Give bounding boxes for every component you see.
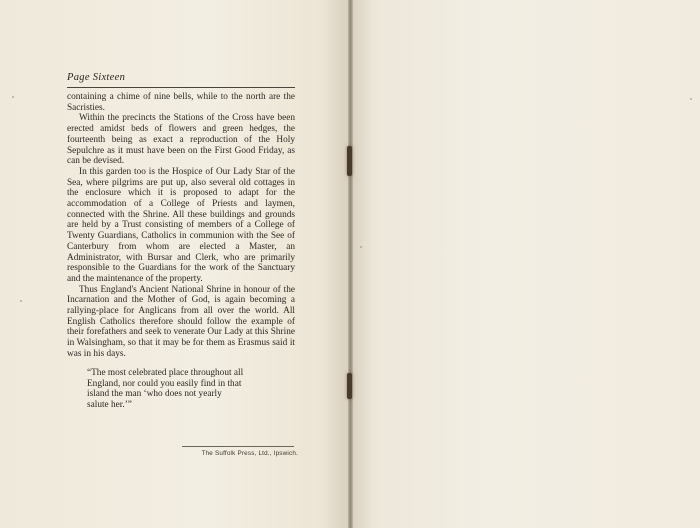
header-rule — [67, 87, 295, 88]
body-text — [67, 92, 295, 360]
paragraph: Within the precincts the Stations of the Cross have been erected amidst beds of flowers and green hedges, the fourteenth being as exact a reproduction of the Holy Sepulchre as it must have been on the First Good Friday, as can be devised. — [67, 113, 295, 167]
paper-speck — [12, 96, 14, 98]
right-page — [352, 0, 700, 528]
quote-line: “The most celebrated place throughout all — [87, 368, 244, 378]
staple-bottom — [347, 373, 352, 399]
quote-line: England, nor could you easily find in that — [87, 378, 242, 389]
paragraph: Thus England's Ancient National Shrine in honour of the Incarnation and the Mother of God, is again becoming a rallying-place for Anglicans from all over the world. All English Catholics therefore should follow the example of their forefathers and seek to venerate Our Lady at this Shrine in Walsingham, so that it may be for them as Erasmus said it was in his days. — [67, 284, 295, 359]
footer-rule — [182, 446, 294, 447]
paragraph: containing a chime of nine bells, while to the north are the Sacristies. — [67, 92, 295, 113]
page-header — [67, 72, 295, 86]
quote-line: island the man ‘who does not yearly — [87, 389, 222, 400]
staple-top — [347, 146, 352, 176]
printer-imprint: The Suffolk Press, Ltd., Ipswich. — [201, 450, 298, 457]
page-number-label: Page Sixteen — [67, 72, 126, 83]
paper-speck — [360, 246, 362, 248]
quote-line: salute her.’” — [87, 400, 132, 411]
paper-speck — [20, 300, 22, 302]
paper-speck — [690, 98, 692, 100]
paragraph: In this garden too is the Hospice of Our Lady Star of the Sea, where pilgrims are put up, also several old cottages in the enclosure which it is proposed to adapt for the accommodation of a College of Priests and laymen, connected with the Shrine. All these buildings and grounds are held by a Trust consisting of members of a College of Twenty Guardians, Catholics in communion with the See of Canterbury from whom are elected a Master, an Administrator, with Bursar and Clerk, who are primarily responsible to the Guardians for the work of the Sanctuary and the maintenance of the property. — [67, 166, 295, 284]
erasmus-quote — [87, 368, 295, 411]
binding-gutter — [348, 0, 353, 528]
